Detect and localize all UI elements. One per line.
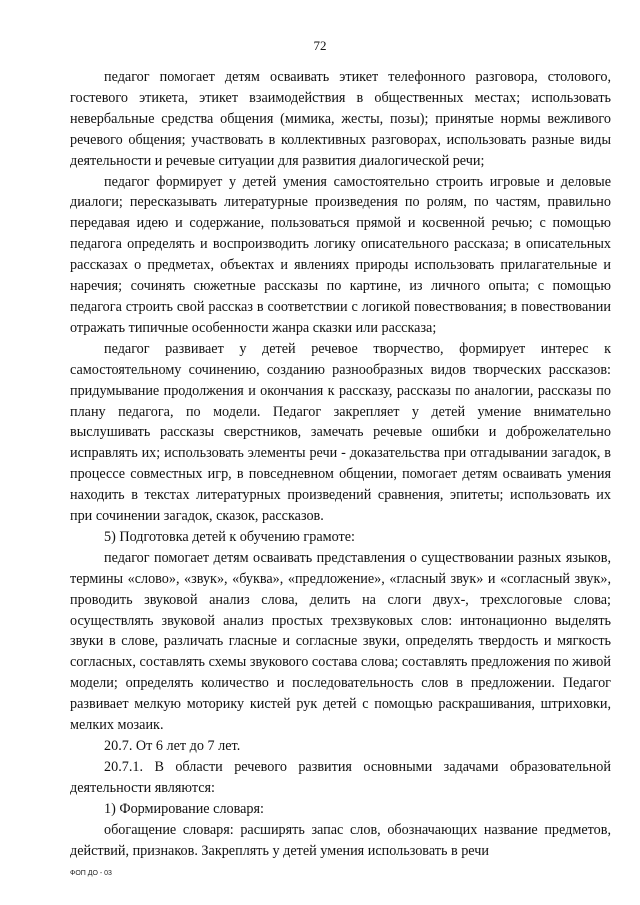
section-heading-vocabulary: 1) Формирование словаря: bbox=[104, 800, 264, 817]
section-heading-literacy: 5) Подготовка детей к обучению грамоте: bbox=[104, 528, 355, 545]
paragraph-vocabulary: обогащение словаря: расширять запас слов, обозначающих название предметов, действий, признаков. Закреплять у детей умения использовать в речи bbox=[70, 821, 611, 859]
section-heading-age-6-7: 20.7. От 6 лет до 7 лет. bbox=[104, 738, 241, 754]
paragraph-speech-creativity: педагог развивает у детей речевое творчество, формирует интерес к самостоятельному сочинению, созданию разнообразных видов творческих рассказов: придумывание продолжения и окончания к рассказу, рассказы по аналогии, рассказы по плану педагога, по модели. Педагог закрепляет у детей умение внимательно выслушивать рассказы сверстников, замечать речевые ошибки и доброжелательно исправлять их; использовать элементы речи - доказательства при отгадывании загадок, в процессе совместных игр, в повседневном общении, помогает детям осваивать умения находить в текстах литературных произведений сравнения, эпитеты; использовать их при сочинении загадок, сказок, рассказов. bbox=[70, 340, 611, 525]
paragraph-literacy: педагог помогает детям осваивать представления о существовании разных языков, термины «слово», «звук», «буква», «предложение», «гласный звук» и «согласный звук», проводить звуковой анализ слова, делить на слоги двух-, трехслоговые слова; осуществлять звуковой анализ простых трехзвуковых слов: интонационно выделять звуки в слове, различать гласные и согласные звуки, определять твердость и мягкость согласных, составлять схемы звукового состава слова; составлять предложения по живой модели; определять количество и последовательность слов в предложении. Педагог развивает мелкую моторику кистей рук детей с помощью раскрашивания, штриховки, мелких мозаик. bbox=[70, 549, 611, 734]
page-body bbox=[70, 67, 611, 861]
paragraph-etiquette: педагог помогает детям осваивать этикет телефонного разговора, столового, гостевого этикета, этикет взаимодействия в общественных местах; использовать невербальные средства общения (мимика, жесты, позы); принятые нормы вежливого речевого общения; участвовать в коллективных разговорах, использовать разные виды деятельности и речевые ситуации для развития диалогической речи; bbox=[70, 69, 611, 169]
page-number: 72 bbox=[313, 38, 327, 53]
paragraph-dialogues: педагог формирует у детей умения самостоятельно строить игровые и деловые диалоги; пересказывать литературные произведения по ролям, по частям, правильно передавая идею и содержание, пользоваться прямой и косвенной речью; с помощью педагога определять и воспроизводить логику описательного рассказа; в описательных рассказах о предметах, объектах и явлениях природы использовать прилагательные и наречия; сочинять сюжетные рассказы по картине, из личного опыта; с помощью педагога строить свой рассказ в соответствии с логикой повествования; в повествовании отражать типичные особенности жанра сказки или рассказа; bbox=[70, 173, 611, 336]
paragraph-tasks-intro: 20.7.1. В области речевого развития основными задачами образовательной деятельности являются: bbox=[70, 758, 611, 796]
footer-code: ФОП ДО - 03 bbox=[70, 870, 112, 877]
